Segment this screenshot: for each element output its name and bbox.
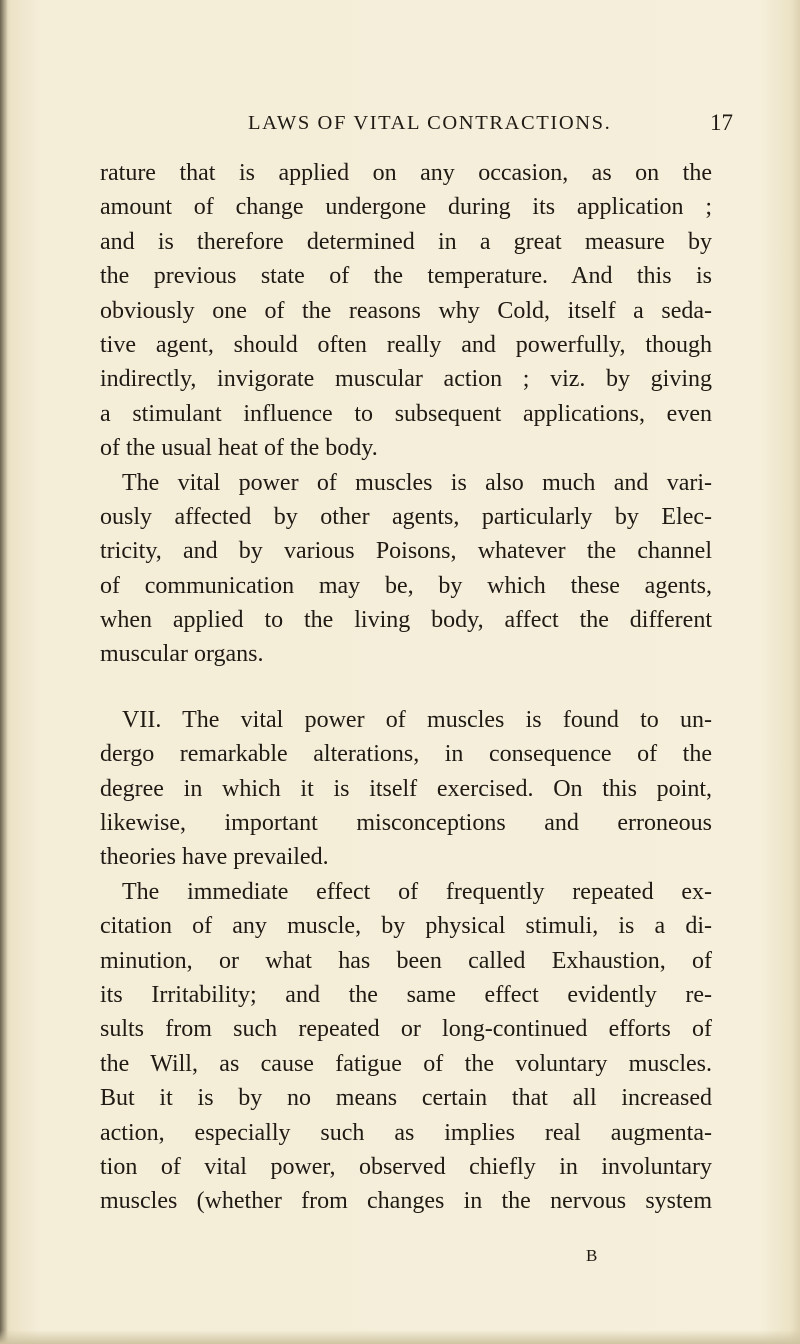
text-line: minution, or what has been called Exhaustion, of bbox=[100, 947, 712, 974]
text-line: But it is by no means certain that all increased bbox=[100, 1085, 712, 1112]
text-line: tive agent, should often really and powerfully, though bbox=[100, 331, 712, 358]
text-line: ously affected by other agents, particularly by Elec- bbox=[100, 503, 712, 530]
text-line: tion of vital power, observed chiefly in involuntary bbox=[100, 1153, 712, 1180]
text-line: and is therefore determined in a great measure by bbox=[100, 228, 712, 255]
text-line: citation of any muscle, by physical stimuli, is a di- bbox=[100, 913, 712, 940]
text-line: dergo remarkable alterations, in consequence of the bbox=[100, 741, 712, 768]
paragraph-4 bbox=[100, 875, 712, 1219]
text-line: theories have prevailed. bbox=[100, 844, 329, 871]
text-line: action, especially such as implies real augmenta- bbox=[100, 1119, 712, 1146]
paragraph-3 bbox=[100, 703, 712, 875]
text-line: obviously one of the reasons why Cold, itself a seda- bbox=[100, 297, 712, 324]
running-title: LAWS OF VITAL CONTRACTIONS. bbox=[248, 112, 612, 134]
text-line: VII. The vital power of muscles is found to un- bbox=[122, 706, 712, 733]
text-line: the Will, as cause fatigue of the voluntary muscles. bbox=[100, 1050, 712, 1077]
text-line: amount of change undergone during its application ; bbox=[100, 194, 712, 221]
text-line: degree in which it is itself exercised. On this point, bbox=[100, 775, 712, 802]
text-line: likewise, important misconceptions and erroneous bbox=[100, 810, 712, 837]
text-line: rature that is applied on any occasion, as on the bbox=[100, 160, 712, 186]
text-line: of communication may be, by which these agents, bbox=[100, 572, 712, 599]
text-line: of the usual heat of the body. bbox=[100, 435, 378, 462]
running-head bbox=[0, 112, 800, 142]
text-line: tricity, and by various Poisons, whatever the channel bbox=[100, 538, 712, 565]
text-line: sults from such repeated or long-continued efforts of bbox=[100, 1016, 712, 1043]
page-number: 17 bbox=[710, 110, 733, 135]
signature-mark: B bbox=[586, 1246, 599, 1265]
text-line: when applied to the living body, affect the different bbox=[100, 607, 712, 634]
page-bottom-shadow bbox=[0, 1330, 800, 1344]
paragraph-2 bbox=[100, 466, 712, 672]
text-line: its Irritability; and the same effect evidently re- bbox=[100, 981, 712, 1008]
text-line: muscular organs. bbox=[100, 641, 264, 668]
page-binding-shadow bbox=[0, 0, 8, 1344]
text-line: muscles (whether from changes in the nervous system bbox=[100, 1188, 712, 1215]
section-gap bbox=[100, 672, 712, 703]
text-line: The immediate effect of frequently repeated ex- bbox=[122, 878, 712, 905]
paragraph-1 bbox=[100, 156, 712, 466]
text-line: indirectly, invigorate muscular action ; viz. by giving bbox=[100, 366, 712, 393]
text-line: a stimulant influence to subsequent applications, even bbox=[100, 400, 712, 427]
body-text bbox=[100, 156, 712, 1219]
text-line: the previous state of the temperature. And this is bbox=[100, 263, 712, 290]
text-line: The vital power of muscles is also much and vari- bbox=[122, 469, 712, 496]
